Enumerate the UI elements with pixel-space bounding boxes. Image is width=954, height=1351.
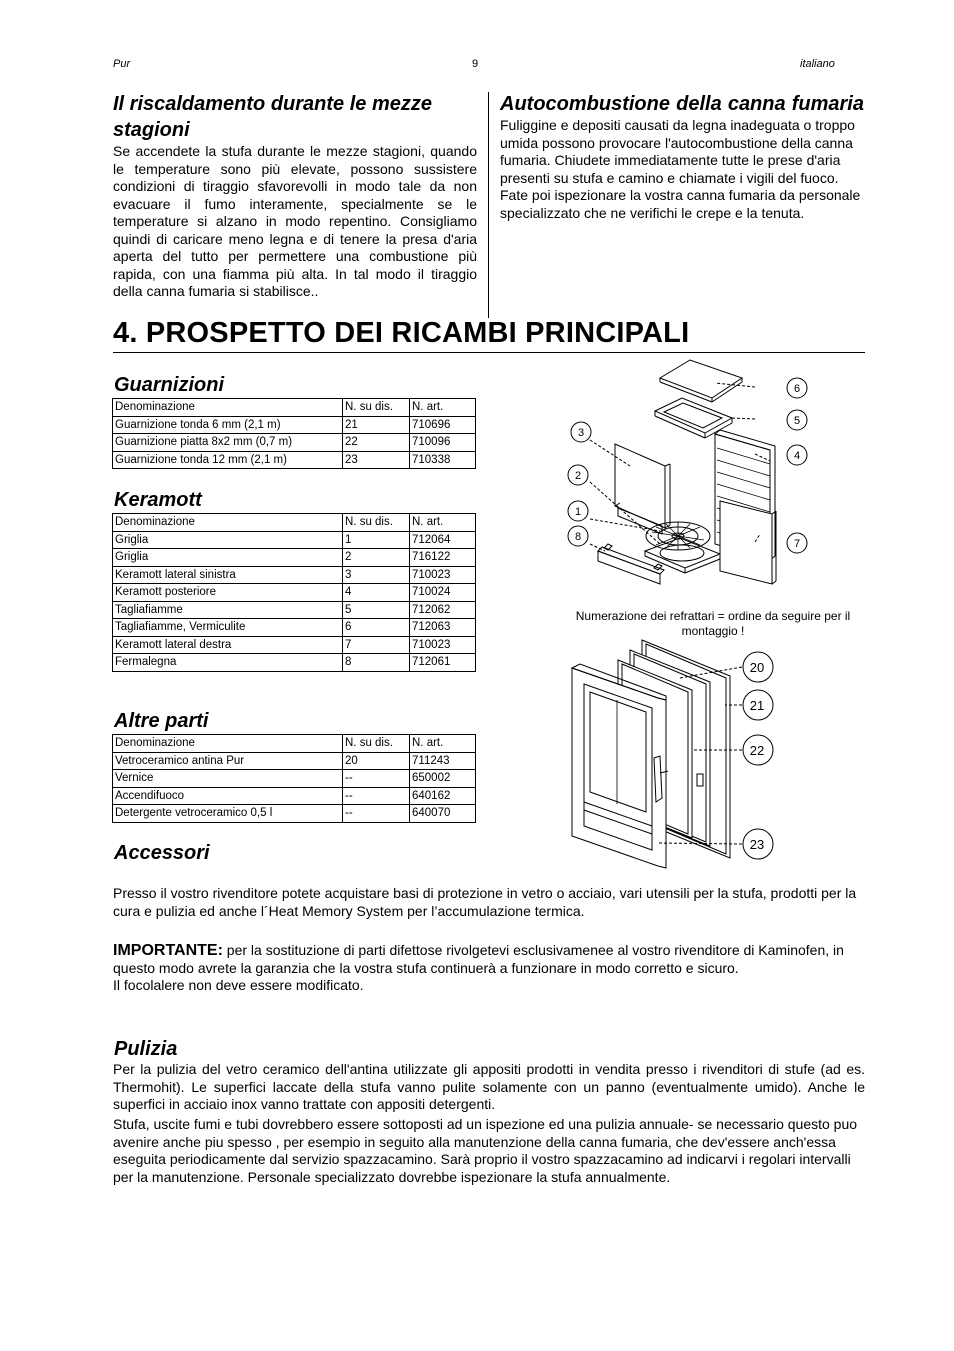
table-header-row bbox=[113, 735, 476, 753]
heading-rule bbox=[113, 352, 865, 353]
keramott-table bbox=[112, 513, 476, 672]
column-divider bbox=[488, 92, 489, 318]
important-text: per la sostituzione di parti difettose rivolgetevi esclusivamenee al vostro rivenditore di Kaminofen, in questo modo avrete la garanzia che la vostra stufa continuerà a funzionare in modo corretto e sicuro. bbox=[113, 942, 844, 976]
cell-art: 640070 bbox=[410, 805, 476, 823]
cell-art: 710096 bbox=[410, 434, 476, 452]
cell-num: 5 bbox=[343, 601, 410, 619]
part-label-5: 5 bbox=[793, 415, 801, 427]
cell-num: 3 bbox=[343, 566, 410, 584]
cell-art: 711243 bbox=[410, 752, 476, 770]
section-text: Fuliggine e depositi causati da legna inadeguata o troppo umida possono provocare l'autocombustione della canna fumaria. Chiudete immediatamente tutte le prese d'aria presenti su stufa e camino e chiamate i vigili del fuoco. Fate poi ispezionare la vostra canna fumaria da personale specializzato che ne verifichi le crepe e la tenuta. bbox=[500, 117, 861, 221]
header-art: N. art. bbox=[410, 399, 476, 417]
cell-name: Guarnizione tonda 12 mm (2,1 m) bbox=[113, 451, 343, 469]
table-row bbox=[113, 601, 476, 619]
guarnizioni-title: Guarnizioni bbox=[114, 374, 224, 396]
cell-art: 710023 bbox=[410, 636, 476, 654]
table-row bbox=[113, 619, 476, 637]
cell-art: 710024 bbox=[410, 584, 476, 602]
cell-art: 640162 bbox=[410, 787, 476, 805]
table-header-row bbox=[113, 514, 476, 532]
cell-art: 710338 bbox=[410, 451, 476, 469]
cell-name: Accendifuoco bbox=[113, 787, 343, 805]
table-row bbox=[113, 654, 476, 672]
section-chimney-fire bbox=[500, 91, 864, 222]
table-row bbox=[113, 636, 476, 654]
cell-name: Keramott lateral sinistra bbox=[113, 566, 343, 584]
guarnizioni-table bbox=[112, 398, 476, 469]
cell-art: 716122 bbox=[410, 549, 476, 567]
cell-name: Griglia bbox=[113, 549, 343, 567]
table-row bbox=[113, 531, 476, 549]
header-num: N. su dis. bbox=[343, 399, 410, 417]
cell-art: 712064 bbox=[410, 531, 476, 549]
door-exploded-diagram bbox=[560, 638, 800, 883]
part-label-20: 20 bbox=[749, 660, 765, 675]
table-header-row bbox=[113, 399, 476, 417]
table-row bbox=[113, 549, 476, 567]
table-row bbox=[113, 770, 476, 788]
header-art: N. art. bbox=[410, 735, 476, 753]
part-label-1: 1 bbox=[574, 506, 582, 518]
cell-num: 1 bbox=[343, 531, 410, 549]
cell-num: 2 bbox=[343, 549, 410, 567]
table-row bbox=[113, 566, 476, 584]
keramott-title: Keramott bbox=[114, 489, 202, 511]
cell-name: Keramott lateral destra bbox=[113, 636, 343, 654]
firebox-exploded-diagram bbox=[560, 356, 830, 596]
cell-name: Griglia bbox=[113, 531, 343, 549]
cell-art: 712062 bbox=[410, 601, 476, 619]
important-label: IMPORTANTE: bbox=[113, 942, 223, 959]
cell-art: 650002 bbox=[410, 770, 476, 788]
header-name: Denominazione bbox=[113, 735, 343, 753]
part-label-22: 22 bbox=[749, 743, 765, 758]
cell-num: 21 bbox=[343, 416, 410, 434]
cell-name: Tagliafiamme bbox=[113, 601, 343, 619]
cell-name: Tagliafiamme, Vermiculite bbox=[113, 619, 343, 637]
part-label-2: 2 bbox=[574, 470, 582, 482]
firebox-note: Il focolalere non deve essere modificato. bbox=[113, 977, 364, 993]
altre-parti-title: Altre parti bbox=[114, 710, 209, 732]
cell-num: 20 bbox=[343, 752, 410, 770]
cell-num: 6 bbox=[343, 619, 410, 637]
cell-num: 7 bbox=[343, 636, 410, 654]
pulizia-paragraph-2: Stufa, uscite fumi e tubi dovrebbero essere sottoposti ad un ispezione ed una pulizia annuale- se necessario questo puo avenire anche piu spesso , per esempio in seguito alla manutenzione della canna fumaria, che dev'essere anch'essa eseguita periodicamente dal servizio spazzacamino. Sarà proprio il vostro spazzacamino ad indicarvi i regolari intervalli per la manutenzione. Personale specializzato dovrebbe ispezionare la stufa annualmente. bbox=[113, 1116, 858, 1185]
table-row bbox=[113, 451, 476, 469]
cell-name: Guarnizione piatta 8x2 mm (0,7 m) bbox=[113, 434, 343, 452]
section-text: Se accendete la stufa durante le mezze stagioni, quando le temperature sono più elevate, possono sussistere condizioni di tiraggio sfavorevolli in modo tale da non evacuare il fumo interamente, specialmente se le temperature si alzano in modo repentino. Consigliamo quindi di caricare meno legna e di tenere la presa d'aria aperta del tutto per permettere una combustione più rapida, con una fiamma più alta. In tal modo il tiraggio della canna fumaria si stabilisce.. bbox=[113, 143, 477, 299]
part-label-21: 21 bbox=[749, 698, 765, 713]
important-note bbox=[113, 942, 865, 995]
cell-name: Vetroceramico antina Pur bbox=[113, 752, 343, 770]
cell-name: Fermalegna bbox=[113, 654, 343, 672]
altre-parti-table bbox=[112, 734, 476, 823]
main-heading: 4. PROSPETTO DEI RICAMBI PRINCIPALI bbox=[113, 317, 690, 349]
cell-num: -- bbox=[343, 805, 410, 823]
pulizia-title: Pulizia bbox=[114, 1038, 178, 1060]
table-row bbox=[113, 752, 476, 770]
table-row bbox=[113, 416, 476, 434]
part-label-6: 6 bbox=[793, 383, 801, 395]
table-row bbox=[113, 584, 476, 602]
table-row bbox=[113, 805, 476, 823]
table-row bbox=[113, 787, 476, 805]
cell-num: -- bbox=[343, 787, 410, 805]
cell-art: 712063 bbox=[410, 619, 476, 637]
header-num: N. su dis. bbox=[343, 514, 410, 532]
cell-num: 8 bbox=[343, 654, 410, 672]
cell-num: -- bbox=[343, 770, 410, 788]
cell-num: 4 bbox=[343, 584, 410, 602]
cell-art: 710696 bbox=[410, 416, 476, 434]
cell-art: 712061 bbox=[410, 654, 476, 672]
cell-num: 23 bbox=[343, 451, 410, 469]
cell-art: 710023 bbox=[410, 566, 476, 584]
page-number: 9 bbox=[472, 58, 479, 70]
cell-name: Guarnizione tonda 6 mm (2,1 m) bbox=[113, 416, 343, 434]
header-doc-name: Pur bbox=[113, 58, 131, 70]
accessori-text: Presso il vostro rivenditore potete acquistare basi di protezione in vetro o acciaio, vari utensili per la stufa, prodotti per la cura e pulizia ed anche l´Heat Memory System per l’accumulazione termica. bbox=[113, 885, 857, 919]
cell-num: 22 bbox=[343, 434, 410, 452]
cell-name: Keramott posteriore bbox=[113, 584, 343, 602]
diagram-caption: Numerazione dei refrattari = ordine da seguire per il montaggio ! bbox=[575, 609, 851, 638]
part-label-23: 23 bbox=[749, 837, 765, 852]
accessori-title: Accessori bbox=[114, 842, 210, 864]
header-language: italiano bbox=[800, 58, 835, 70]
section-mid-season bbox=[113, 91, 477, 301]
cell-name: Vernice bbox=[113, 770, 343, 788]
header-art: N. art. bbox=[410, 514, 476, 532]
part-label-8: 8 bbox=[574, 531, 582, 543]
header-name: Denominazione bbox=[113, 514, 343, 532]
cell-name: Detergente vetroceramico 0,5 l bbox=[113, 805, 343, 823]
header-name: Denominazione bbox=[113, 399, 343, 417]
pulizia-paragraph-1: Per la pulizia del vetro ceramico dell'antina utilizzate gli appositi prodotti in vendita presso i rivenditori di stufe (ad es. Thermohit). Le superfici laccate della stufa vanno pulite solamente con un panno (eventualmente umido). Anche le superfici in acciaio inox vanno trattate con appositi detergenti. bbox=[113, 1061, 865, 1112]
part-label-7: 7 bbox=[793, 538, 801, 550]
header-num: N. su dis. bbox=[343, 735, 410, 753]
section-title: Autocombustione della canna fumaria bbox=[500, 93, 864, 115]
table-row bbox=[113, 434, 476, 452]
part-label-3: 3 bbox=[577, 427, 585, 439]
part-label-4: 4 bbox=[793, 450, 801, 462]
section-title: Il riscaldamento durante le mezze stagioni bbox=[113, 93, 432, 141]
